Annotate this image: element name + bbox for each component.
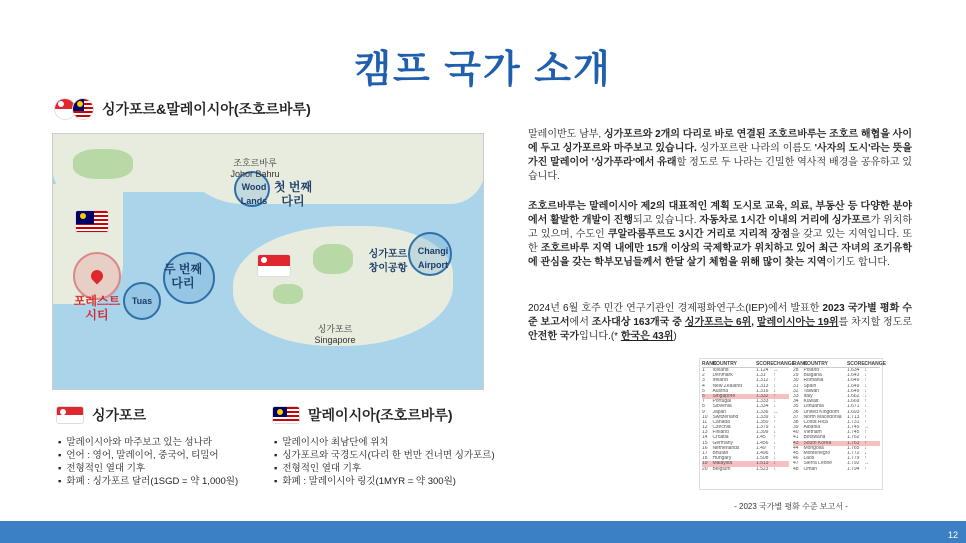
- table-cell: 1.634: [846, 368, 860, 373]
- ranking-caption: - 2023 국가별 평화 수준 보고서 -: [734, 502, 848, 511]
- paragraph-3: 2024년 6월 호주 민간 연구기관인 경제평화연구소(IEP)에서 발표한 2023 국가별 평화 수준 보고서에서 조사대상 163개국 중 싱가포르는 6위, 말레이시아는 19위를 차지할 정도로 안전한 국가입니다.(* 한국은 43위): [528, 303, 913, 342]
- table-cell: 33: [793, 393, 799, 399]
- table-cell: 35: [793, 404, 799, 410]
- table-cell: ↑: [864, 414, 867, 420]
- table-cell: ↓: [864, 383, 867, 389]
- table-cell: 1.765: [846, 445, 860, 451]
- ranking-table: [699, 358, 886, 490]
- table-cell: 48: [793, 466, 799, 472]
- table-cell: Albania: [803, 425, 821, 431]
- table-cell: ↑: [864, 440, 867, 446]
- table-cell: Montenegro: [803, 451, 831, 456]
- table-cell: ↓: [864, 451, 867, 456]
- table-cell: 1.379: [755, 425, 769, 431]
- table-cell: ↓: [773, 404, 776, 410]
- table-cell: ↔: [773, 409, 779, 415]
- ranking-column-left: [702, 361, 795, 487]
- table-cell: 1.333: [755, 399, 769, 405]
- table-cell: 1.124: [755, 368, 769, 373]
- table-cell: Netherlands: [712, 445, 740, 451]
- table-cell: ↓: [773, 425, 776, 431]
- table-cell: United Kingdom: [803, 409, 840, 415]
- table-cell: 1.763: [846, 440, 860, 446]
- table-cell: 1.508: [755, 456, 769, 462]
- table-cell: ↔: [773, 368, 779, 373]
- table-cell: ↓: [773, 461, 776, 467]
- table-cell: Romania: [803, 378, 824, 384]
- table-cell: 37: [793, 414, 799, 420]
- table-cell: 1.649: [846, 388, 860, 394]
- singapore-flag-icon: [56, 406, 84, 424]
- table-cell: ↑: [864, 456, 867, 462]
- table-cell: 1.649: [846, 383, 860, 389]
- table-cell: 1.643: [846, 373, 860, 379]
- table-cell: 1.45: [755, 435, 766, 441]
- singapore-heading: [56, 405, 146, 425]
- table-cell: ↑: [773, 445, 776, 451]
- table-cell: ↓: [773, 466, 776, 472]
- singapore-bullets: [58, 436, 238, 488]
- table-cell: 1.334: [755, 404, 769, 410]
- table-cell: 12: [702, 425, 708, 431]
- table-cell: 1.513: [755, 461, 769, 467]
- table-cell: Taiwan: [803, 388, 820, 394]
- table-cell: ↑: [864, 430, 867, 436]
- table-cell: 41: [793, 435, 799, 441]
- page-number: 12: [947, 530, 958, 540]
- table-cell: 39: [793, 425, 799, 431]
- table-cell: Vietnam: [803, 430, 822, 436]
- table-cell: 3: [702, 378, 705, 384]
- table-cell: North Macedonia: [803, 414, 842, 420]
- ranking-header-cell: RANK: [702, 361, 717, 367]
- table-cell: 1.669: [846, 399, 860, 405]
- table-cell: 7: [702, 399, 705, 405]
- ranking-header-cell: COUNTRY: [712, 361, 737, 367]
- table-cell: 2: [702, 373, 705, 379]
- johor-bahru-label: 조호르바루 Johor Bahru: [230, 158, 280, 179]
- table-cell: 1.523: [755, 466, 769, 472]
- table-cell: ↑: [773, 435, 776, 441]
- table-cell: ↓: [864, 373, 867, 379]
- table-cell: Switzerland: [712, 414, 739, 420]
- table-cell: 1.496: [755, 451, 769, 456]
- table-cell: 1: [702, 368, 705, 373]
- table-cell: Finland: [712, 430, 729, 436]
- table-cell: 14: [702, 435, 708, 441]
- table-cell: Czechia: [712, 425, 731, 431]
- table-cell: Italy: [803, 393, 813, 399]
- table-cell: Bhutan: [712, 451, 729, 456]
- table-cell: Spain: [803, 383, 817, 389]
- table-cell: Hungary: [712, 456, 732, 462]
- table-cell: Singapore: [712, 393, 736, 399]
- list-item: ▪ 언어 : 영어, 말레이어, 중국어, 티밀어: [58, 449, 238, 462]
- table-cell: 29: [793, 373, 799, 379]
- malaysia-flag-icon: [272, 406, 300, 424]
- table-cell: 44: [793, 445, 799, 451]
- table-cell: 1.762: [846, 435, 860, 441]
- list-item: ▪ 전형적인 열대 기후: [274, 462, 495, 475]
- table-cell: 18: [702, 456, 708, 462]
- table-cell: Slovenia: [712, 404, 732, 410]
- footer-bar: [0, 521, 966, 543]
- table-cell: 1.313: [755, 383, 769, 389]
- ranking-header-cell: CHANGE: [773, 361, 795, 367]
- list-item: ▪ 화폐 : 싱가포르 달러(1SGD = 약 1,000원): [58, 475, 238, 488]
- table-cell: 1.316: [755, 388, 769, 394]
- table-cell: ↓: [864, 368, 867, 373]
- first-bridge-label: 첫 번째 다리: [273, 180, 313, 208]
- table-cell: 1.792: [846, 461, 860, 467]
- table-cell: 1.662: [846, 393, 860, 399]
- singapore-city-label: 싱가포르 Singapore: [314, 324, 356, 345]
- table-cell: 8: [702, 404, 705, 410]
- table-cell: Poland: [803, 368, 820, 373]
- table-cell: Kuwait: [803, 399, 819, 405]
- table-cell: 36: [793, 409, 799, 415]
- table-cell: New Zealand: [712, 383, 742, 389]
- table-cell: 1.31: [755, 373, 766, 379]
- table-cell: Iceland: [712, 368, 729, 373]
- table-cell: ↓: [773, 414, 776, 420]
- table-cell: ↑: [864, 409, 867, 415]
- section-heading-label: 싱가포르&말레이시아(조호르바루): [102, 101, 311, 117]
- table-cell: Denmark: [712, 373, 733, 379]
- malaysia-heading-label: 말레이시아(조호르바루): [308, 407, 453, 423]
- table-cell: ↓: [864, 435, 867, 441]
- table-cell: 28: [793, 368, 799, 373]
- table-cell: ↓: [864, 404, 867, 410]
- malaysia-map-flag: [75, 210, 109, 233]
- malaysia-flag-icon: [72, 98, 94, 120]
- ranking-header-cell: SCORE: [846, 361, 865, 367]
- table-cell: 4: [702, 383, 705, 389]
- second-bridge-label: 두 번째 다리: [163, 262, 203, 290]
- table-cell: Lithuania: [803, 404, 824, 410]
- table-cell: ↓: [773, 430, 776, 436]
- ranking-column-right: [793, 361, 886, 487]
- table-cell: Costa Rica: [803, 419, 828, 425]
- table-cell: 47: [793, 461, 799, 467]
- table-cell: ↓: [864, 445, 867, 451]
- singapore-map-flag: [257, 254, 291, 277]
- ranking-header: [793, 361, 886, 368]
- woodlands-label: Wood Lands: [240, 182, 268, 206]
- table-cell: ↑: [773, 378, 776, 384]
- table-cell: 1.336: [755, 409, 769, 415]
- table-cell: Japan: [712, 409, 727, 415]
- ranking-header-cell: CHANGE: [864, 361, 886, 367]
- page-title: 캠프 국가 소개: [354, 49, 612, 91]
- table-cell: 43: [793, 440, 799, 446]
- table-cell: ↑: [773, 373, 776, 379]
- table-cell: ↓: [773, 451, 776, 456]
- table-cell: Sierra Leone: [803, 461, 833, 467]
- table-cell: 46: [793, 456, 799, 462]
- table-cell: Portugal: [712, 399, 732, 405]
- table-cell: ↔: [864, 425, 870, 431]
- table-cell: 9: [702, 409, 705, 415]
- table-cell: 17: [702, 451, 708, 456]
- table-cell: 1.745: [846, 425, 860, 431]
- table-row: [793, 467, 880, 472]
- table-cell: ↑: [773, 419, 776, 425]
- table-cell: ↑: [773, 393, 776, 399]
- changi-en-label: Changi Airport: [417, 246, 449, 270]
- table-cell: ↑: [864, 399, 867, 405]
- table-cell: South Korea: [803, 440, 832, 446]
- ranking-header-cell: COUNTRY: [803, 361, 828, 367]
- table-cell: ↓: [773, 440, 776, 446]
- table-cell: 20: [702, 466, 708, 472]
- table-cell: 15: [702, 440, 708, 446]
- list-item: ▪ 전형적인 열대 기후: [58, 462, 238, 475]
- table-cell: Bulgaria: [803, 373, 822, 379]
- table-cell: Belgium: [712, 466, 731, 472]
- table-cell: 1.350: [755, 419, 769, 425]
- table-cell: ↓: [864, 388, 867, 394]
- table-cell: 34: [793, 399, 799, 405]
- table-cell: 11: [702, 419, 708, 425]
- table-cell: 5: [702, 388, 705, 394]
- table-cell: 16: [702, 445, 708, 451]
- table-cell: 1.713: [846, 414, 860, 420]
- list-item: ▪ 싱가포르와 국경도시(다리 한 번만 건너면 싱가포르): [274, 449, 495, 462]
- list-item: ▪ 말레이시아와 마주보고 있는 섬나라: [58, 436, 238, 449]
- table-cell: 1.456: [755, 440, 769, 446]
- table-cell: ↓: [773, 399, 776, 405]
- table-cell: ↓: [773, 388, 776, 394]
- table-cell: 1.794: [846, 466, 860, 472]
- table-cell: 1.731: [846, 419, 860, 425]
- ranking-header-cell: SCORE: [755, 361, 774, 367]
- table-cell: ↓: [773, 456, 776, 462]
- table-cell: Croatia: [712, 435, 729, 441]
- table-cell: 1.772: [846, 451, 860, 456]
- table-cell: 30: [793, 378, 799, 384]
- table-cell: Canada: [712, 419, 730, 425]
- singapore-heading-label: 싱가포르: [92, 407, 147, 423]
- table-cell: Oman: [803, 466, 818, 472]
- list-item: ▪ 말레이시아 최남단에 위치: [274, 436, 495, 449]
- table-cell: 32: [793, 388, 799, 394]
- changi-label: 싱가포르 창이공항: [368, 249, 408, 274]
- table-cell: Austria: [712, 388, 728, 394]
- table-cell: 1.49: [755, 445, 766, 451]
- table-cell: 1.399: [755, 430, 769, 436]
- table-cell: Malaysia: [712, 461, 733, 467]
- paragraph-1: 말레이반도 남부, 싱가포르와 2개의 다리로 바로 연결된 조호르바루는 조호르 해협을 사이에 두고 싱가포르와 마주보고 있습니다. 싱가포르란 나라의 이름도 '사자의 도시'라는 뜻을 가진 말레이어 '싱가푸라'에서 유래할 정도로 두 나라는 긴밀한 역사적 배경을 공유하고 있습니다.: [528, 129, 913, 182]
- malaysia-bullets: [274, 436, 495, 488]
- section-heading: [54, 98, 311, 120]
- table-cell: 1.671: [846, 404, 860, 410]
- table-cell: 10: [702, 414, 708, 420]
- table-cell: ↑: [864, 378, 867, 384]
- table-cell: ↑: [864, 419, 867, 425]
- table-cell: 40: [793, 430, 799, 436]
- table-cell: 1.693: [846, 409, 860, 415]
- table-cell: 38: [793, 419, 799, 425]
- table-row: [702, 467, 789, 472]
- table-cell: 1.332: [755, 393, 769, 399]
- ranking-header-cell: RANK: [793, 361, 808, 367]
- table-cell: ↓: [864, 393, 867, 399]
- table-cell: 31: [793, 383, 799, 389]
- table-cell: ↓: [773, 383, 776, 389]
- table-cell: 45: [793, 451, 799, 456]
- table-cell: Laos: [803, 456, 815, 462]
- list-item: ▪ 화폐 : 말레이시아 링깃(1MYR = 약 300원): [274, 475, 495, 488]
- table-cell: ↔: [864, 461, 870, 467]
- table-cell: 1.649: [846, 378, 860, 384]
- table-cell: ↑: [864, 466, 867, 472]
- table-cell: 1.312: [755, 378, 769, 384]
- table-cell: Botswana: [803, 435, 826, 441]
- table-cell: Mongolia: [803, 445, 824, 451]
- malaysia-heading: [272, 405, 453, 425]
- tuas-label: Tuas: [131, 296, 153, 306]
- ranking-header: [702, 361, 795, 368]
- table-cell: Ireland: [712, 378, 728, 384]
- table-cell: 1.779: [846, 456, 860, 462]
- forest-city-label: 포레스트 시티: [73, 294, 121, 322]
- table-cell: Germany: [712, 440, 733, 446]
- table-cell: 6: [702, 393, 705, 399]
- table-cell: 19: [702, 461, 708, 467]
- table-cell: 1.339: [755, 414, 769, 420]
- table-cell: 1.745: [846, 430, 860, 436]
- table-cell: 13: [702, 430, 708, 436]
- paragraph-2: 조호르바루는 말레이시아 제2의 대표적인 계획 도시로 교육, 의료, 부동산 등 다양한 분야에서 활발한 개발이 진행되고 있습니다. 자동차로 1시간 이내의 거리에 싱가포르가 위치하고 있으며, 수도인 쿠알라룸푸르도 3시간 거리로 지리적 장점을 갖고 있는 지역입니다. 또한 조호르바루 지역 내에만 15개 이상의 국제학교가 위치하고 있어 최근 자녀의 조기유학에 관심을 갖는 학부모님들께서 한달 살기 체험을 위해 많이 찾는 지역이기도 합니다.: [528, 201, 913, 268]
- map-image: [52, 133, 484, 390]
